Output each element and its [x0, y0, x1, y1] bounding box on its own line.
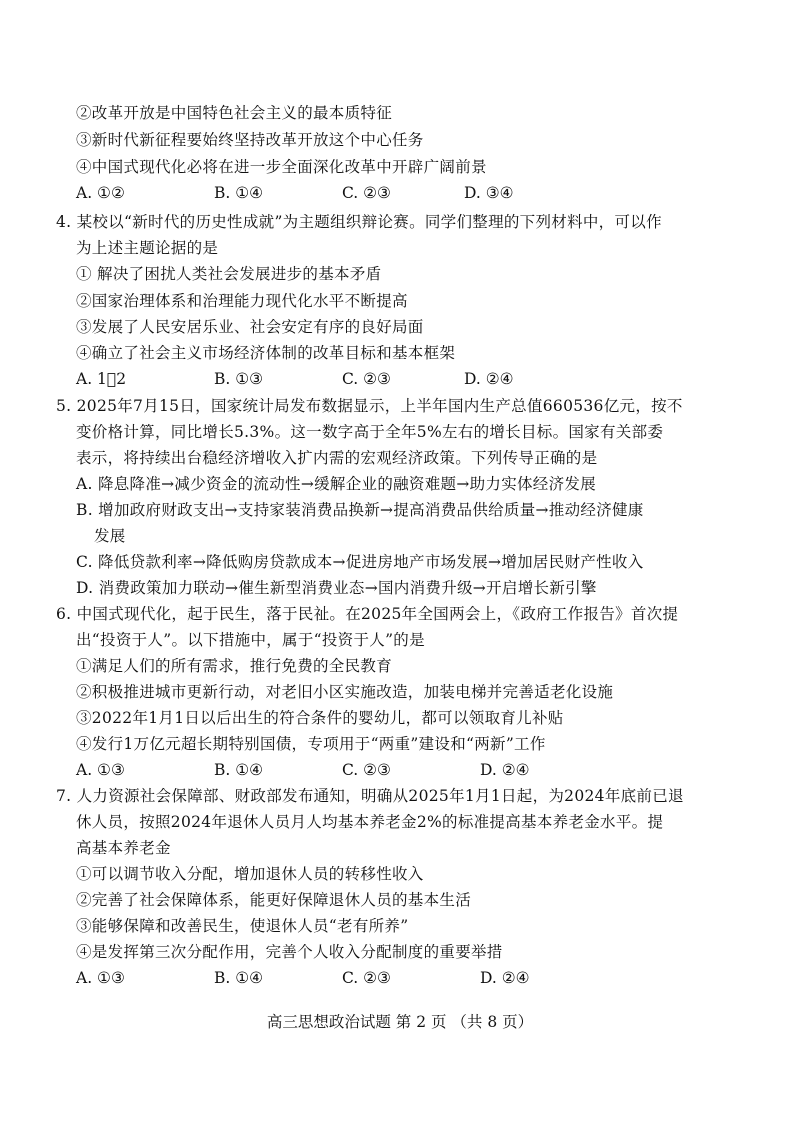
q6-option-c: C. ②③ — [342, 761, 391, 779]
q4-option-d: D. ②④ — [464, 370, 514, 388]
q4-option-c: C. ②③ — [342, 370, 391, 388]
q6-item-3: ③2022年1月1日以后出生的符合条件的婴幼儿，都可以领取育儿补贴 — [76, 709, 564, 727]
q4-item-2: ②国家治理体系和治理能力现代化水平不断提高 — [76, 292, 408, 310]
q7-option-b: B. ①④ — [214, 969, 264, 987]
q6-item-1: ①满足人们的所有需求，推行免费的全民教育 — [76, 657, 393, 675]
q6-option-b: B. ①④ — [214, 761, 264, 779]
q4-stem-line-1: 4. 某校以“新时代的历史性成就”为主题组织辩论赛。同学们整理的下列材料中，可以作 — [56, 213, 662, 231]
q6-item-4: ④发行1万亿元超长期特别国债，专项用于“两重”建设和“两新”工作 — [76, 735, 546, 753]
q7-item-2: ②完善了社会保障体系，能更好保障退休人员的基本生活 — [76, 891, 472, 909]
q5-choice-d: D. 消费政策加力联动→催生新型消费业态→国内消费升级→开启增长新引擎 — [76, 579, 597, 597]
q7-stem-line-3: 高基本养老金 — [76, 839, 171, 857]
q5-choice-a: A. 降息降准→减少资金的流动性→缓解企业的融资难题→助力实体经济发展 — [76, 475, 597, 493]
q5-choice-b: B. 增加政府财政支出→支持家装消费品换新→提高消费品供给质量→推动经济健康 — [76, 501, 644, 519]
q3-option-a: A. ①② — [76, 184, 125, 202]
q5-choice-b-cont: 发展 — [94, 527, 126, 545]
q7-stem-line-2: 休人员，按照2024年退休人员月人均基本养老金2%的标准提高基本养老金水平。提 — [76, 813, 664, 831]
q4-item-4: ④确立了社会主义市场经济体制的改革目标和基本框架 — [76, 344, 456, 362]
q5-stem-line-3: 表示，将持续出台稳经济增收入扩内需的宏观经济政策。下列传导正确的是 — [76, 449, 598, 467]
q3-option-d: D. ③④ — [464, 184, 514, 202]
q4-stem-line-2: 为上述主题论据的是 — [76, 239, 219, 257]
q4-item-1: ① 解决了困扰人类社会发展进步的基本矛盾 — [76, 265, 382, 283]
q3-item-2: ②改革开放是中国特色社会主义的最本质特征 — [76, 104, 393, 122]
q3-item-4: ④中国式现代化必将在进一步全面深化改革中开辟广阔前景 — [76, 158, 487, 176]
q4-option-b: B. ①③ — [214, 370, 264, 388]
q7-option-c: C. ②③ — [342, 969, 391, 987]
q6-stem-line-2: 出“投资于人”。以下措施中，属于“投资于人”的是 — [76, 631, 425, 649]
q7-item-1: ①可以调节收入分配，增加退休人员的转移性收入 — [76, 865, 424, 883]
q5-stem-line-2: 变价格计算，同比增长5.3%。这一数字高于全年5%左右的增长目标。国家有关部委 — [76, 423, 664, 441]
q7-option-a: A. ①③ — [76, 969, 125, 987]
q7-item-3: ③能够保障和改善民生，使退休人员“老有所养” — [76, 917, 409, 935]
q7-stem-line-1: 7. 人力资源社会保障部、财政部发布通知，明确从2025年1月1日起，为2024年底前已退 — [56, 787, 684, 805]
q3-option-c: C. ②③ — [342, 184, 391, 202]
q7-item-4: ④是发挥第三次分配作用，完善个人收入分配制度的重要举措 — [76, 943, 503, 961]
q3-item-3: ③新时代新征程要始终坚持改革开放这个中心任务 — [76, 131, 424, 149]
q3-option-b: B. ①④ — [214, 184, 264, 202]
q6-item-2: ②积极推进城市更新行动，对老旧小区实施改造，加装电梯并完善适老化设施 — [76, 683, 614, 701]
q5-stem-line-1: 5. 2025年7月15日，国家统计局发布数据显示，上半年国内生产总值660536亿元，按不 — [56, 397, 683, 415]
q5-choice-c: C. 降低贷款利率→降低购房贷款成本→促进房地产市场发展→增加居民财产性收入 — [76, 553, 644, 571]
q4-option-a: A. 1⃝2 — [76, 370, 127, 388]
page-footer: 高三思想政治试题 第 2 页 （共 8 页） — [266, 1013, 534, 1031]
q7-option-d: D. ②④ — [480, 969, 530, 987]
q6-stem-line-1: 6. 中国式现代化，起于民生，落于民祉。在2025年全国两会上，《政府工作报告》首次提 — [56, 605, 679, 623]
q4-item-3: ③发展了人民安居乐业、社会安定有序的良好局面 — [76, 318, 424, 336]
q6-option-d: D. ②④ — [480, 761, 530, 779]
q6-option-a: A. ①③ — [76, 761, 125, 779]
